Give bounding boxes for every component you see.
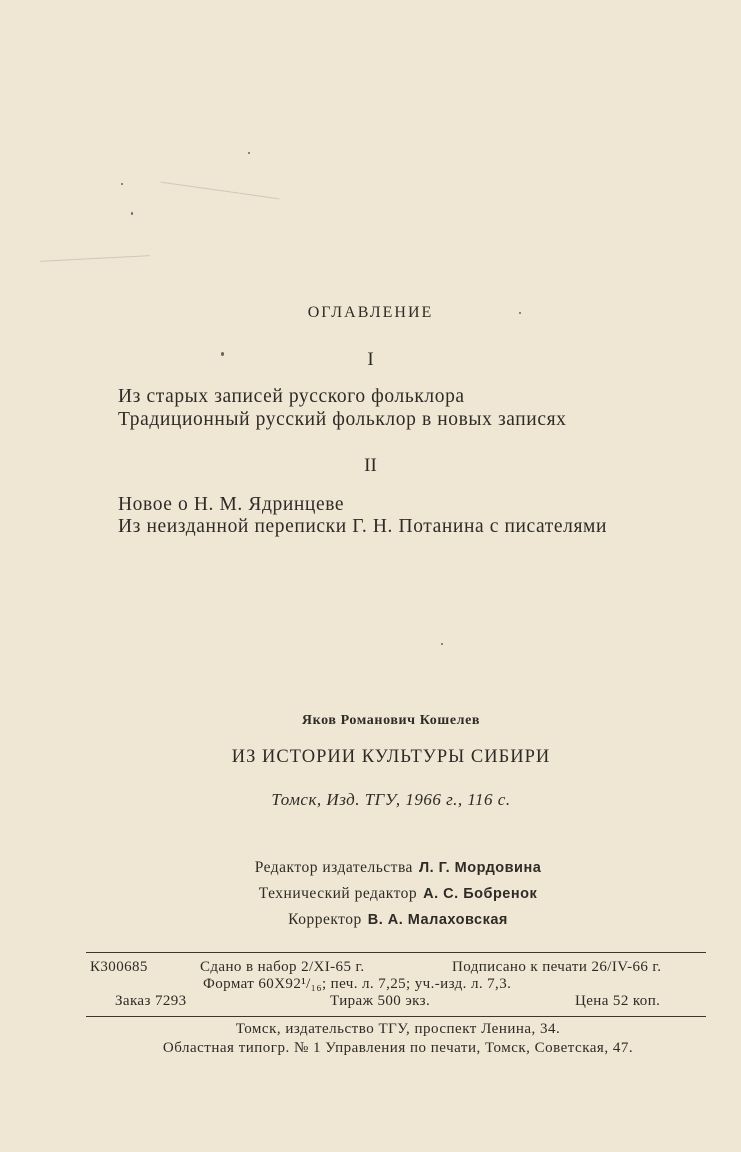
price: Цена 52 коп.	[575, 993, 661, 1009]
credit-name: Л. Г. Мордовина	[418, 860, 542, 876]
paper-speck	[248, 152, 250, 154]
toc-section-number: I	[367, 349, 374, 370]
toc-entry: Из неизданной переписки Г. Н. Потанина с писателями	[118, 516, 608, 537]
top-rule	[86, 952, 706, 953]
author-name: Яков Романович Кошелев	[301, 713, 481, 728]
print-run: Тираж 500 экз.	[330, 993, 431, 1009]
paper-scuff-mark	[161, 182, 280, 200]
toc-section-number: II	[364, 455, 377, 476]
paper-scuff-mark	[40, 255, 150, 262]
submitted-date: Сдано в набор 2/XI-65 г.	[200, 959, 365, 975]
bottom-rule	[86, 1016, 706, 1017]
paper-speck	[131, 212, 133, 215]
publication-code: К300685	[90, 959, 148, 975]
credit-role: Корректор	[288, 911, 362, 928]
toc-entry: Новое о Н. М. Ядринцеве	[118, 494, 345, 515]
book-title: ИЗ ИСТОРИИ КУЛЬТУРЫ СИБИРИ	[231, 747, 551, 767]
format-line: Формат 60Х92¹/₁₆; печ. л. 7,25; уч.-изд. л. 7,3.	[203, 976, 512, 992]
credit-name: В. А. Малаховская	[367, 912, 508, 928]
printer-address: Областная типогр. № 1 Управления по печати, Томск, Советская, 47.	[162, 1040, 634, 1056]
toc-entry: Из старых записей русского фольклора	[118, 386, 465, 407]
credit-role: Редактор издательства	[254, 859, 413, 876]
paper-speck	[441, 643, 443, 645]
credit-line	[0, 911, 741, 929]
publisher-address: Томск, издательство ТГУ, проспект Ленина, 34.	[235, 1021, 561, 1037]
credit-line	[0, 885, 741, 903]
order-number: Заказ 7293	[115, 993, 187, 1009]
signed-date: Подписано к печати 26/IV-66 г.	[452, 959, 662, 975]
toc-heading: ОГЛАВЛЕНИЕ	[307, 304, 434, 321]
paper-speck	[121, 183, 123, 185]
book-imprint: Томск, Изд. ТГУ, 1966 г., 116 с.	[271, 790, 511, 809]
toc-entry: Традиционный русский фольклор в новых записях	[118, 409, 567, 430]
credit-line	[0, 859, 741, 877]
credit-name: А. С. Бобренок	[423, 886, 538, 902]
credit-role: Технический редактор	[258, 885, 418, 902]
